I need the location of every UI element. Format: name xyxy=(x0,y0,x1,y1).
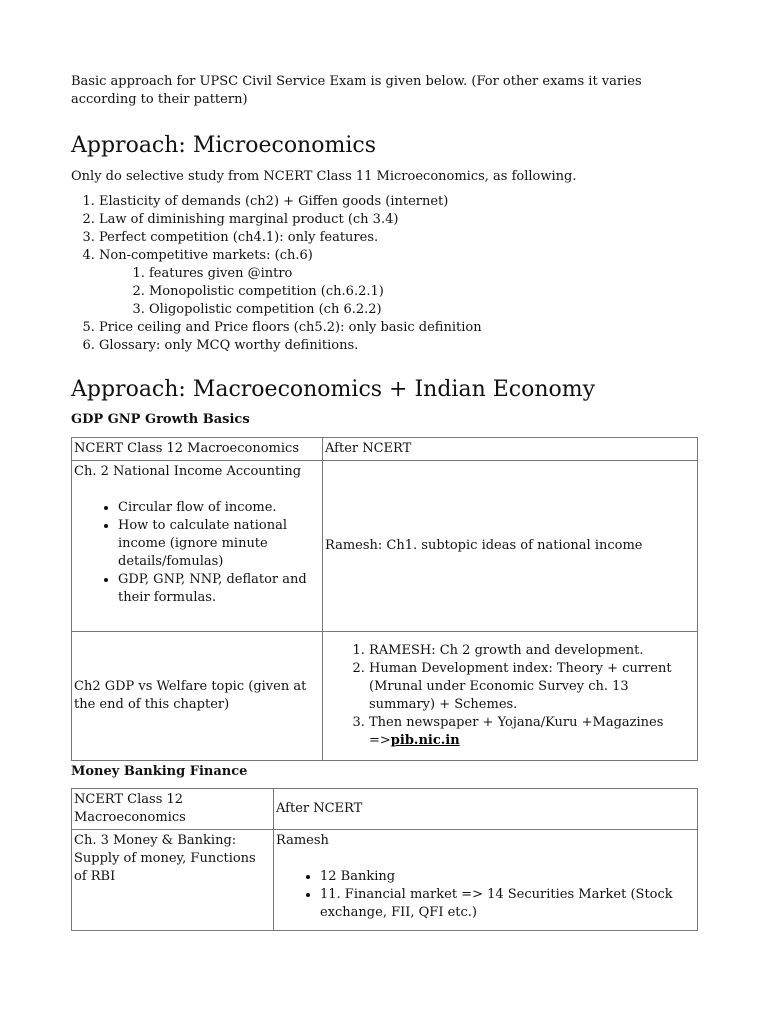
list-item-label: Non-competitive markets: (ch.6) xyxy=(99,248,313,263)
table-cell xyxy=(323,632,698,761)
list-item: 3. Oligopolistic competition (ch 6.2.2) xyxy=(149,301,699,319)
ramesh-title: Ramesh xyxy=(276,833,329,848)
intro-paragraph: Basic approach for UPSC Civil Service Exam is given below. (For other exams it varies according to their pattern) xyxy=(71,74,642,107)
list-item-text: Then newspaper + Yojana/Kuru +Magazines => xyxy=(369,715,664,748)
list-item: • GDP, GNP, NNP, deflator and their formulas. xyxy=(118,571,320,607)
list-item: • 11. Financial market => 14 Securities Market (Stock exchange, FII, QFI etc.) xyxy=(320,886,695,922)
list-item: 3. Perfect competition (ch4.1): only features. xyxy=(99,229,699,247)
bullet-list xyxy=(276,868,695,922)
list-item: 1. RAMESH: Ch 2 growth and development. xyxy=(369,642,695,660)
list-item: 2. Monopolistic competition (ch.6.2.1) xyxy=(149,283,699,301)
table-row xyxy=(72,632,698,761)
gdp-section-heading: GDP GNP Growth Basics xyxy=(71,412,250,427)
list-item xyxy=(369,714,695,750)
table-header-cell: NCERT Class 12 Macroeconomics xyxy=(72,438,323,461)
list-item: 2. Human Development index: Theory + current (Mrunal under Economic Survey ch. 13 summary) + Schemes. xyxy=(369,660,695,714)
micro-sublist xyxy=(99,265,699,319)
list-item: • Circular flow of income. xyxy=(118,499,320,517)
list-item: 5. Price ceiling and Price floors (ch5.2): only basic definition xyxy=(99,319,699,337)
list-item: • 12 Banking xyxy=(320,868,695,886)
table-row xyxy=(72,830,698,931)
table-cell xyxy=(274,830,698,931)
table-header-row xyxy=(72,438,698,461)
money-section-heading: Money Banking Finance xyxy=(71,764,248,779)
table-row xyxy=(72,461,698,632)
table-header-row xyxy=(72,789,698,830)
list-item: 2. Law of diminishing marginal product (ch 3.4) xyxy=(99,211,699,229)
bullet-list xyxy=(74,499,320,607)
table-header-cell: After NCERT xyxy=(323,438,698,461)
list-item: • How to calculate national income (ignore minute details/fomulas) xyxy=(118,517,320,571)
list-item: 1. features given @intro xyxy=(149,265,699,283)
micro-subtitle: Only do selective study from NCERT Class 11 Microeconomics, as following. xyxy=(71,169,577,184)
table-header-cell: After NCERT xyxy=(274,789,698,830)
table-cell: Ch2 GDP vs Welfare topic (given at the end of this chapter) xyxy=(72,632,323,761)
table-cell xyxy=(72,461,323,632)
chapter-title: Ch. 2 National Income Accounting xyxy=(74,464,302,479)
macro-heading: Approach: Macroeconomics + Indian Economy xyxy=(71,377,596,402)
table-header-cell: NCERT Class 12 Macroeconomics xyxy=(72,789,274,830)
list-item xyxy=(99,247,699,319)
list-item: 6. Glossary: only MCQ worthy definitions. xyxy=(99,337,699,355)
money-table xyxy=(71,788,698,931)
list-item: 1. Elasticity of demands (ch2) + Giffen goods (internet) xyxy=(99,193,699,211)
micro-heading: Approach: Microeconomics xyxy=(71,133,376,158)
table-cell: Ch. 3 Money & Banking: Supply of money, Functions of RBI xyxy=(72,830,274,931)
gdp-table xyxy=(71,437,698,761)
micro-list xyxy=(71,193,699,355)
numbered-list xyxy=(325,642,695,750)
pib-link[interactable]: pib.nic.in xyxy=(390,733,460,748)
table-cell: Ramesh: Ch1. subtopic ideas of national income xyxy=(323,461,698,632)
